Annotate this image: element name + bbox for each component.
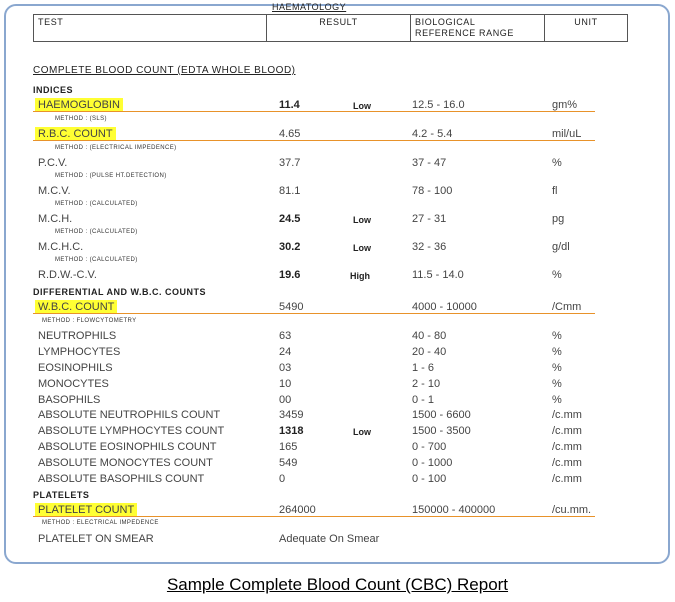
reference-range: 27 - 31: [412, 213, 447, 225]
unit: %: [552, 378, 562, 390]
result-value: Adequate On Smear: [279, 533, 380, 545]
col-unit: UNIT: [545, 15, 628, 42]
test-name: BASOPHILS: [38, 394, 101, 406]
reference-range: 1500 - 3500: [412, 425, 471, 437]
method-note: METHOD : (CALCULATED): [55, 229, 138, 235]
col-range-line1: BIOLOGICAL: [415, 17, 476, 27]
result-value: 264000: [279, 504, 316, 516]
unit: %: [552, 269, 562, 281]
flag-high: High: [350, 271, 370, 281]
reference-range: 20 - 40: [412, 346, 447, 358]
result-value: 63: [279, 330, 292, 342]
flag-low: Low: [353, 101, 371, 111]
reference-range: 4000 - 10000: [412, 301, 477, 313]
reference-range: 1500 - 6600: [412, 409, 471, 421]
test-name: ABSOLUTE NEUTROPHILS COUNT: [38, 409, 221, 421]
test-name: ABSOLUTE EOSINOPHILS COUNT: [38, 441, 217, 453]
figure-caption: Sample Complete Blood Count (CBC) Report: [166, 575, 509, 594]
column-header: [33, 14, 628, 42]
unit: /c.mm: [552, 457, 582, 469]
unit: pg: [552, 213, 565, 225]
report-title: COMPLETE BLOOD COUNT (EDTA WHOLE BLOOD): [33, 65, 296, 76]
flag-low: Low: [353, 215, 371, 225]
reference-range: 0 - 1000: [412, 457, 453, 469]
unit: gm%: [552, 99, 578, 111]
group-platelets: PLATELETS: [33, 490, 90, 500]
reference-range: 12.5 - 16.0: [412, 99, 465, 111]
result-value: 24: [279, 346, 292, 358]
col-result: RESULT: [267, 15, 411, 42]
result-value: 37.7: [279, 157, 301, 169]
test-name: P.C.V.: [38, 157, 68, 169]
reference-range: 0 - 1: [412, 394, 435, 406]
test-name: EOSINOPHILS: [38, 362, 113, 374]
reference-range: 11.5 - 14.0: [412, 269, 464, 281]
unit: %: [552, 362, 562, 374]
test-name: LYMPHOCYTES: [38, 346, 121, 358]
result-value: 30.2: [279, 241, 301, 253]
section-title: HAEMATOLOGY: [272, 2, 347, 12]
result-value: 549: [279, 457, 298, 469]
result-value: 19.6: [279, 269, 301, 281]
result-value: 0: [279, 473, 286, 485]
unit: /Cmm: [552, 301, 582, 313]
unit: %: [552, 157, 562, 169]
reference-range: 37 - 47: [412, 157, 447, 169]
test-name: ABSOLUTE BASOPHILS COUNT: [38, 473, 205, 485]
unit: /c.mm: [552, 409, 582, 421]
unit: fl: [552, 185, 558, 197]
unit: /c.mm: [552, 441, 582, 453]
reference-range: 32 - 36: [412, 241, 447, 253]
unit: %: [552, 394, 562, 406]
method-note: METHOD : ELECTRICAL IMPEDENCE: [42, 520, 159, 526]
unit: g/dl: [552, 241, 570, 253]
reference-range: 4.2 - 5.4: [412, 128, 453, 140]
highlight-marker: R.B.C. COUNT: [35, 127, 116, 141]
result-value: 5490: [279, 301, 304, 313]
reference-range: 2 - 10: [412, 378, 441, 390]
result-value: 3459: [279, 409, 304, 421]
result-value: 00: [279, 394, 292, 406]
flag-low: Low: [353, 243, 371, 253]
unit: /c.mm: [552, 473, 582, 485]
test-name: NEUTROPHILS: [38, 330, 117, 342]
result-value: 165: [279, 441, 298, 453]
result-value: 10: [279, 378, 292, 390]
method-note: METHOD : FLOWCYTOMETRY: [42, 318, 137, 324]
result-value: 11.4: [279, 99, 300, 111]
method-note: METHOD : (PULSE HT.DETECTION): [55, 173, 167, 179]
test-name: M.C.H.: [38, 213, 73, 225]
highlight-marker: W.B.C. COUNT: [35, 300, 117, 314]
orange-underline: [33, 140, 595, 141]
test-name: MONOCYTES: [38, 378, 109, 390]
orange-underline: [33, 516, 595, 517]
unit: %: [552, 346, 562, 358]
col-range-line2: REFERENCE RANGE: [415, 28, 515, 38]
group-indices: INDICES: [33, 85, 74, 95]
col-test: TEST: [34, 15, 267, 42]
highlight-marker: PLATELET COUNT: [35, 503, 137, 517]
unit: %: [552, 330, 562, 342]
reference-range: 1 - 6: [412, 362, 435, 374]
test-name: M.C.H.C.: [38, 241, 84, 253]
unit: mil/uL: [552, 128, 582, 140]
method-note: METHOD : (SLS): [55, 116, 107, 122]
flag-low: Low: [353, 427, 371, 437]
orange-underline: [33, 111, 595, 112]
col-range: [411, 15, 545, 42]
test-name: ABSOLUTE MONOCYTES COUNT: [38, 457, 213, 469]
group-differential: DIFFERENTIAL AND W.B.C. COUNTS: [33, 287, 206, 297]
reference-range: 78 - 100: [412, 185, 453, 197]
reference-range: 0 - 100: [412, 473, 447, 485]
highlight-marker: HAEMOGLOBIN: [35, 98, 123, 112]
method-note: METHOD : (CALCULATED): [55, 257, 138, 263]
result-value: 24.5: [279, 213, 301, 225]
method-note: METHOD : (ELECTRICAL IMPEDENCE): [55, 145, 177, 151]
reference-range: 40 - 80: [412, 330, 447, 342]
test-name: M.C.V.: [38, 185, 71, 197]
result-value: 03: [279, 362, 292, 374]
unit: /c.mm: [552, 425, 582, 437]
reference-range: 150000 - 400000: [412, 504, 496, 516]
result-value: 81.1: [279, 185, 301, 197]
result-value: 4.65: [279, 128, 301, 140]
unit: /cu.mm.: [552, 504, 592, 516]
reference-range: 0 - 700: [412, 441, 447, 453]
test-name: PLATELET ON SMEAR: [38, 533, 154, 545]
method-note: METHOD : (CALCULATED): [55, 201, 138, 207]
orange-underline: [33, 313, 595, 314]
result-value: 1318: [279, 425, 304, 437]
test-name: ABSOLUTE LYMPHOCYTES COUNT: [38, 425, 225, 437]
test-name: R.D.W.-C.V.: [38, 269, 97, 281]
